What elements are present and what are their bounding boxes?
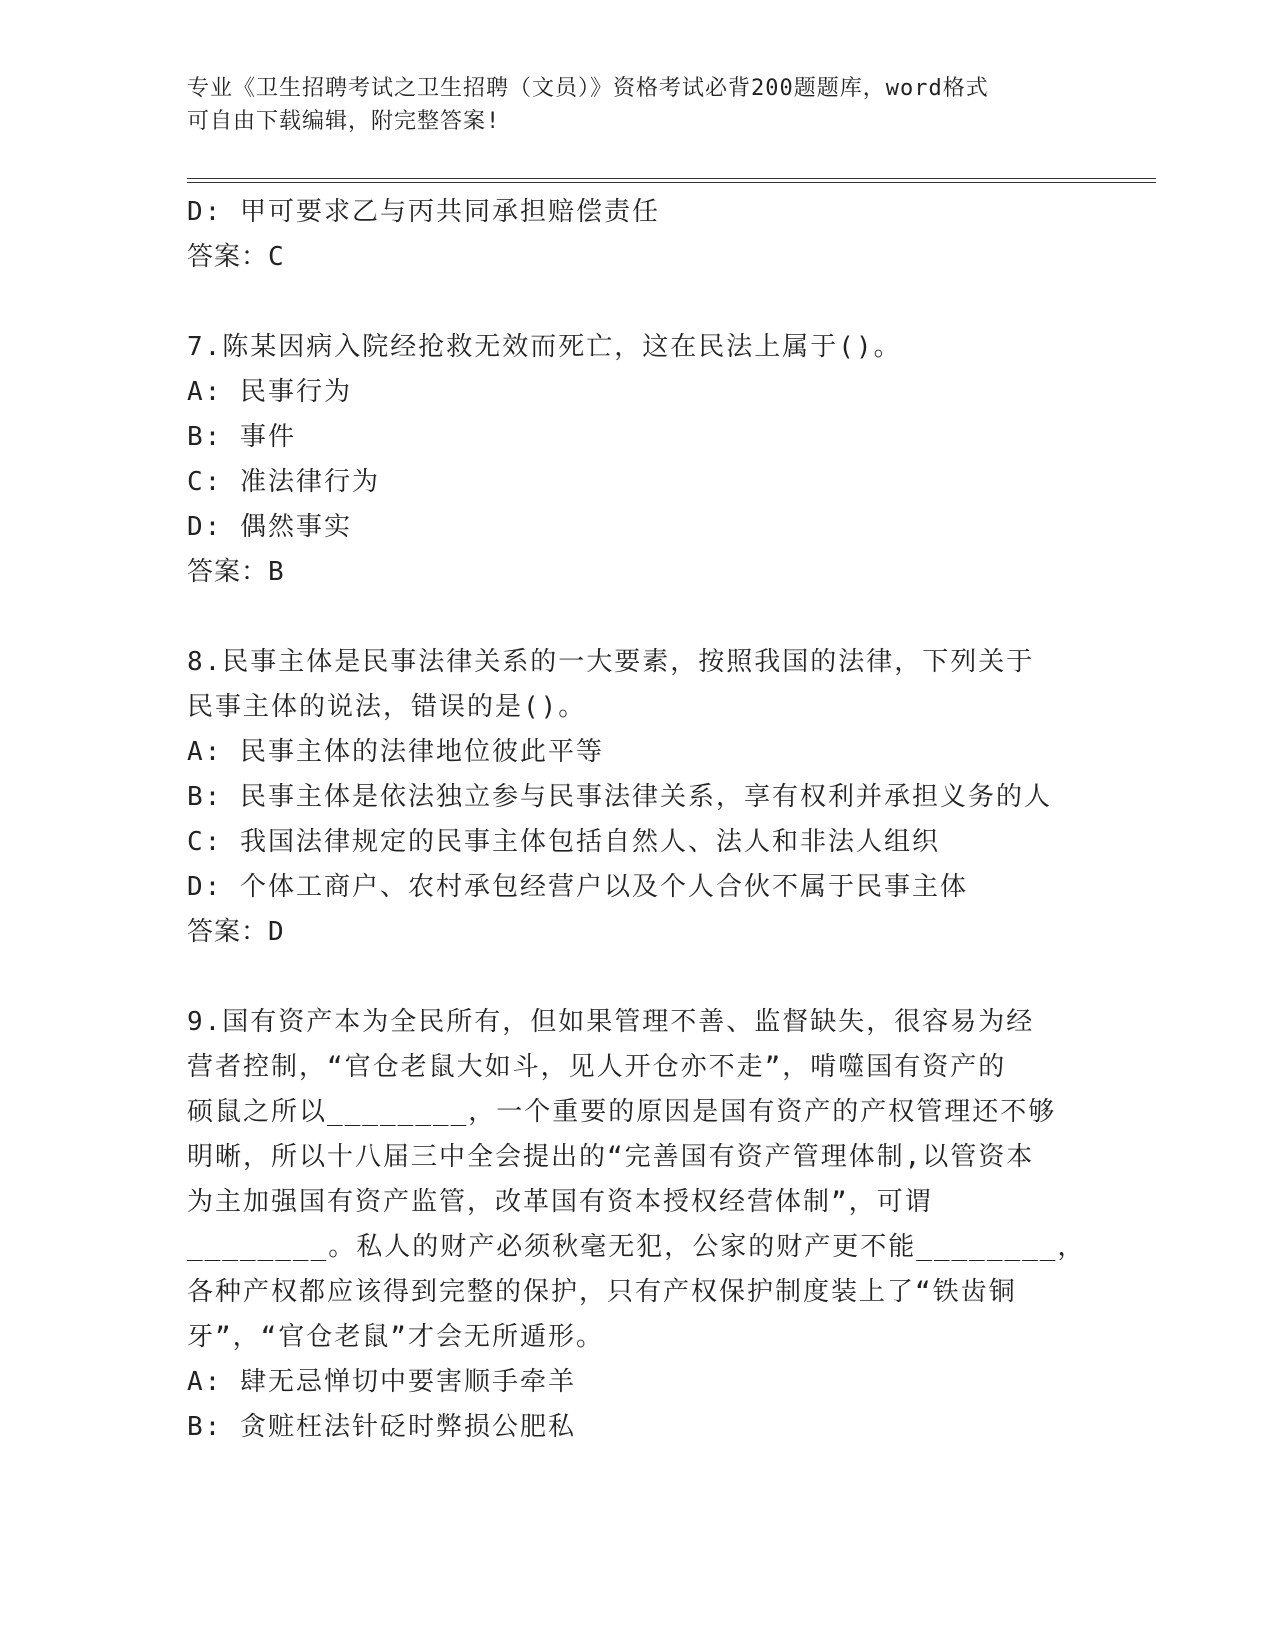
question-6-tail [187,190,1087,280]
answer: 答案：B [187,557,285,587]
document-body [187,190,1087,1450]
page-header [187,72,1087,138]
header-line-2: 可自由下载编辑，附完整答案! [187,109,501,134]
option-a: A: 民事行为 [187,377,352,407]
option-d: D: 个体工商户、农村承包经营户以及个人合伙不属于民事主体 [187,872,968,902]
question-8 [187,640,1087,955]
spacer [187,280,1087,325]
option-d: D: 甲可要求乙与丙共同承担赔偿责任 [187,197,660,227]
option-a: A: 民事主体的法律地位彼此平等 [187,737,604,767]
question-stem-line: 硕鼠之所以________，一个重要的原因是国有资产的产权管理还不够 [187,1097,1057,1127]
question-stem-line: 9.国有资产本为全民所有，但如果管理不善、监督缺失，很容易为经 [187,1007,1035,1037]
header-line-1: 专业《卫生招聘考试之卫生招聘（文员）》资格考试必背200题题库，word格式 [187,76,989,101]
question-stem-line: 明晰，所以十八届三中全会提出的“完善国有资产管理体制,以管资本 [187,1142,1035,1172]
spacer [187,955,1087,1000]
question-stem-line: 民事主体的说法，错误的是()。 [187,692,587,722]
question-stem: 7.陈某因病入院经抢救无效而死亡，这在民法上属于()。 [187,332,902,362]
option-b: B: 民事主体是依法独立参与民事法律关系，享有权利并承担义务的人 [187,782,1052,812]
spacer [187,595,1087,640]
option-d: D: 偶然事实 [187,512,352,542]
option-c: C: 准法律行为 [187,467,380,497]
question-stem-line: ________。私人的财产必须秋毫无犯，公家的财产更不能________， [187,1232,1086,1262]
header-divider-bottom [187,182,1156,183]
option-c: C: 我国法律规定的民事主体包括自然人、法人和非法人组织 [187,827,940,857]
option-a: A: 肆无忌惮切中要害顺手牵羊 [187,1367,576,1397]
question-stem-line: 营者控制，“官仓老鼠大如斗，见人开仓亦不走”，啃噬国有资产的 [187,1052,1007,1082]
question-stem-line: 牙”，“官仓老鼠”才会无所遁形。 [187,1322,604,1352]
question-9 [187,1000,1087,1450]
answer: 答案：C [187,242,285,272]
question-stem-line: 8.民事主体是民事法律关系的一大要素，按照我国的法律，下列关于 [187,647,1035,677]
question-stem-line: 为主加强国有资产监管，改革国有资本授权经营体制”，可谓 [187,1187,933,1217]
question-stem-line: 各种产权都应该得到完整的保护，只有产权保护制度装上了“铁齿铜 [187,1277,1017,1307]
answer: 答案：D [187,917,285,947]
header-divider-top [187,178,1156,179]
option-b: B: 事件 [187,422,296,452]
option-b: B: 贪赃枉法针砭时弊损公肥私 [187,1412,576,1442]
question-7 [187,325,1087,595]
